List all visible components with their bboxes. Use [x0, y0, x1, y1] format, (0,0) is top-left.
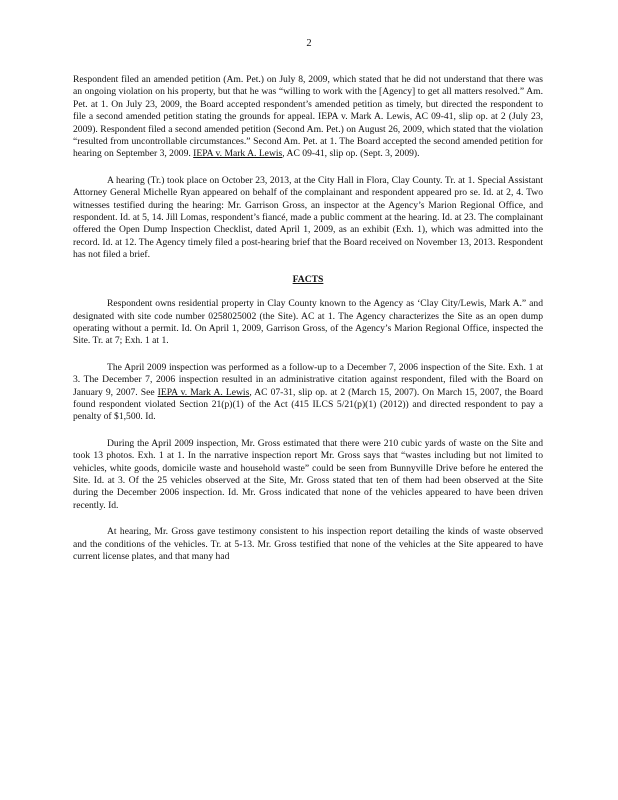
paragraph-text: , AC 07-31, slip op. at 2 (March 15, 2007). On March 15, 2007, the Board found respondent violated Section 21(p)(1) of the Act (415 ILCS 5/21(p)(1) (2012)) and directed respondent to pay a penalty of $1,500. Id.: [73, 386, 543, 423]
paragraph-prior-inspection: [73, 362, 543, 424]
page-number: 2: [306, 38, 312, 49]
document-body: [73, 74, 543, 563]
paragraph-procedural-history: [73, 74, 543, 161]
section-heading-facts: FACTS: [292, 273, 324, 285]
paragraph-text: Respondent filed an amended petition (Am. Pet.) on July 8, 2009, which stated that he did not understand that there was an ongoing violation on his property, but that he was “willing to work with the [Agency] to get all matters resolved.” Am. Pet. at 1. On July 23, 2009, the Board accepted respondent’s amended petition as timely, but directed the respondent to file a second amended petition stating the grounds for appeal. IEPA v. Mark A. Lewis, AC 09-41, slip op. at 2 (July 23, 2009). Respondent filed a second amended petition (Second Am. Pet.) on August 26, 2009, which stated that the violation “resulted from uncontrollable circumstances.” Second Am. Pet. at 1. The Board accepted the second amended petition for hearing on September 3, 2009.: [73, 74, 543, 160]
citation-tail: , AC 09-41, slip op. (Sept. 3, 2009).: [282, 148, 420, 160]
case-citation: IEPA v. Mark A. Lewis: [157, 386, 250, 398]
paragraph-text: The April 2009 inspection was performed as a follow-up to a December 7, 2006 inspection of the Site. Exh. 1 at 3. The December 7, 2006 inspection resulted in an administrative citation against respondent, filed with the Board on January 9, 2007. See: [73, 361, 543, 398]
paragraph-inspection-findings: During the April 2009 inspection, Mr. Gross estimated that there were 210 cubic yards of waste on the Site and took 13 photos. Exh. 1 at 1. In the narrative inspection report Mr. Gross says that “wastes including but not limited to vehicles, white goods, domicile waste and household waste” could be seen from Bunnyville Drive before he entered the Site. Id. at 3. Of the 25 vehicles observed at the Site, Mr. Gross stated that ten of them had been observed at the Site during the December 2006 inspection. Id. Mr. Gross indicated that none of the vehicles appeared to have been driven recently. Id.: [73, 437, 543, 511]
paragraph-testimony: At hearing, Mr. Gross gave testimony consistent to his inspection report detailing the kinds of waste observed and the conditions of the vehicles. Tr. at 5-13. Mr. Gross testified that none of the vehicles at the Site appeared to have current license plates, and that many had: [73, 526, 543, 562]
case-citation: IEPA v. Mark A. Lewis: [193, 148, 283, 160]
paragraph-site: Respondent owns residential property in Clay County known to the Agency as ‘Clay City/Lewis, Mark A.” and designated with site code number 0258025002 (the Site). AC at 1. The Agency characterizes the Site as an open dump operating without a permit. Id. On April 1, 2009, Garrison Gross, of the Agency’s Marion Regional Office, inspected the Site. Tr. at 7; Exh. 1 at 1.: [73, 298, 543, 347]
paragraph-hearing: A hearing (Tr.) took place on October 23, 2013, at the City Hall in Flora, Clay County. Tr. at 1. Special Assistant Attorney General Michelle Ryan appeared on behalf of the complainant and respondent appeared pro se. Id. at 2, 4. Two witnesses testified during the hearing: Mr. Garrison Gross, an inspector at the Agency’s Marion Regional Office, and respondent. Id. at 5, 14. Jill Lomas, respondent’s fiancé, made a public comment at the hearing. Id. at 23. The complainant offered the Open Dump Inspection Checklist, dated April 1, 2009, as an exhibit (Exh. 1), which was admitted into the record. Id. at 12. The Agency timely filed a post-hearing brief that the Board received on November 13, 2013. Respondent has not filed a brief.: [73, 174, 543, 261]
